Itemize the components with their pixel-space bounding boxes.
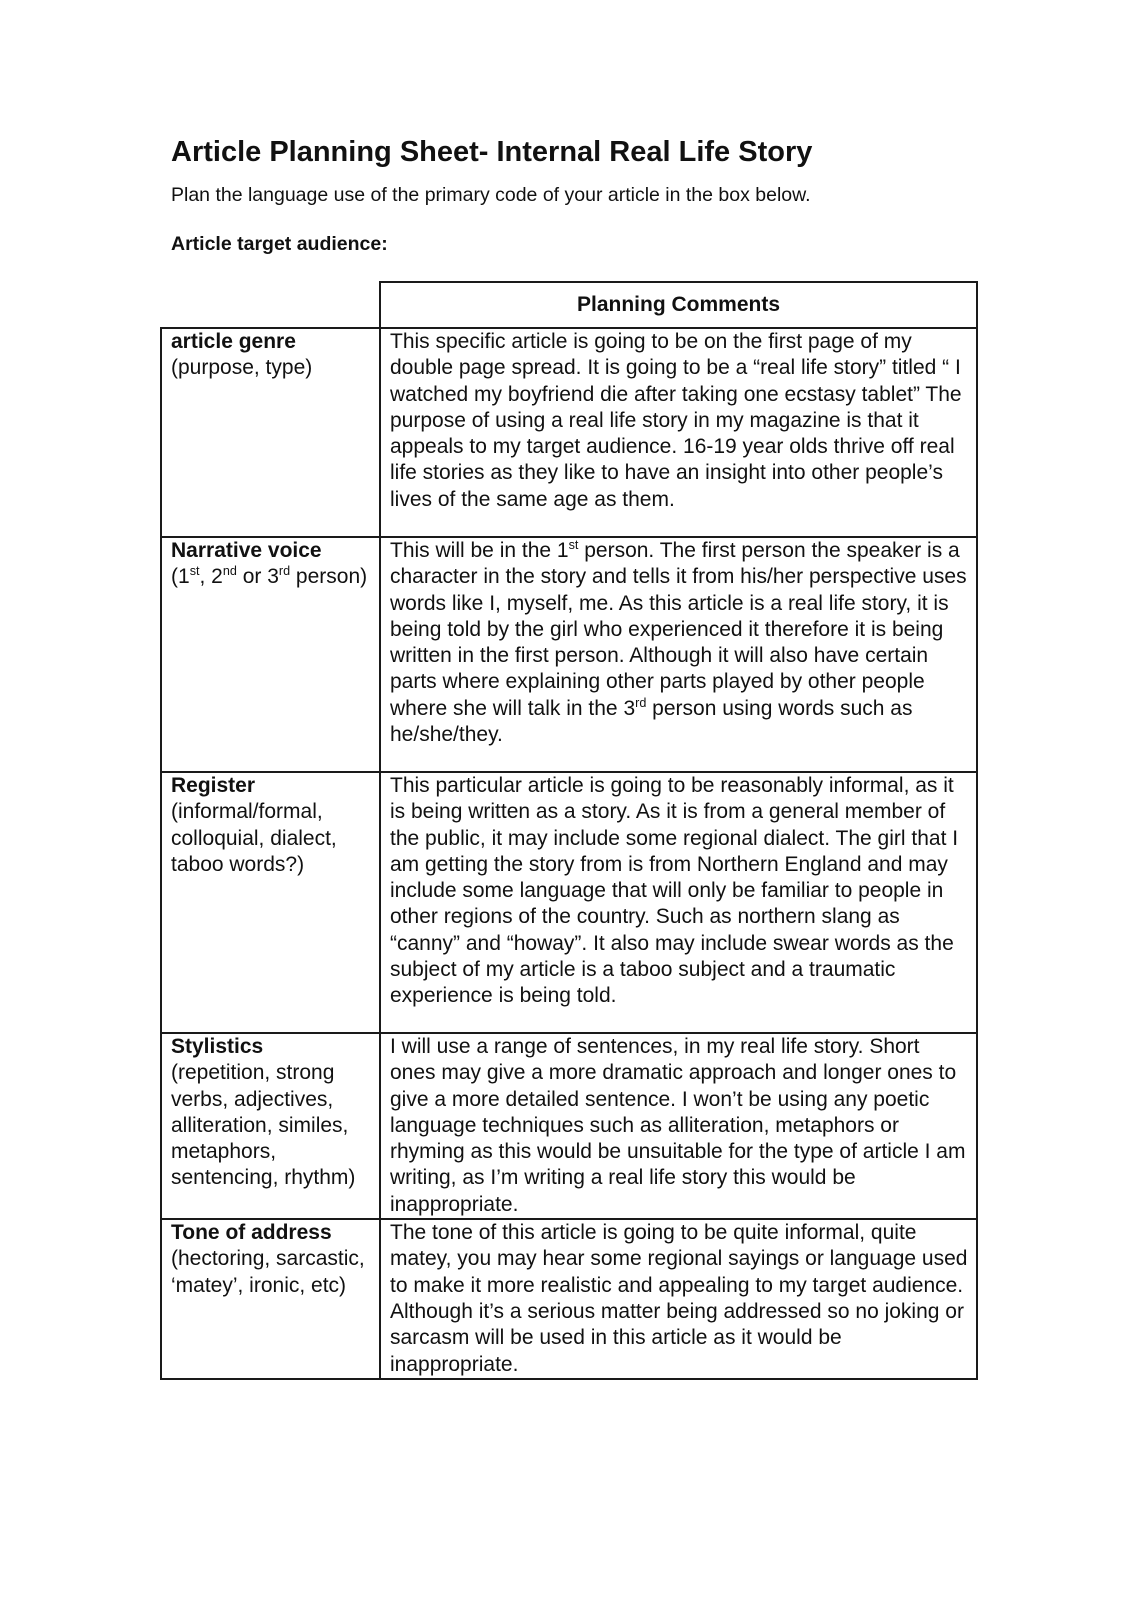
row-label: article genre (171, 330, 296, 353)
row-description: (purpose, type) (171, 356, 313, 380)
row-comment-cell (380, 1033, 977, 1219)
row-label: Tone of address (171, 1221, 332, 1245)
row-description: (1st, 2nd or 3rd person) (171, 564, 368, 589)
table-row (161, 328, 977, 537)
row-comment: This particular article is going to be reasonably informal, as it is being written as a story. As it is from a general member of the public, it may include some regional dialect. The girl that I am getting the story from is from Northern England and may include some language that will only be familiar to people in other regions of the country. Such as northern slang as “canny” and “howay”. It also may include swear words as the subject of my article is a taboo subject and a traumatic experience is being told. (390, 774, 959, 1008)
target-audience-label: Article target audience: (171, 233, 388, 255)
table-row (161, 537, 977, 772)
row-comment-cell (380, 772, 977, 1033)
row-comment: This specific article is going to be on the first page of my double page spread. It is going to be a “real life story” titled “ I watched my boyfriend die after taking one ecstasy tablet” The purpose of using a real life story in my magazine is that it appeals to my target audience. 16-19 year olds thrive off real life stories as they like to have an insight into other people’s lives of the same age as them. (390, 330, 962, 511)
table-row (161, 1219, 977, 1379)
row-comment-cell (380, 328, 977, 537)
page-title: Article Planning Sheet- Internal Real Life Story (171, 136, 813, 168)
row-comment-cell (380, 1219, 977, 1379)
table-row (161, 1033, 977, 1219)
row-comment-cell (380, 537, 977, 772)
blank-header-cell (161, 282, 380, 328)
table-row (161, 772, 977, 1033)
row-label: Stylistics (171, 1035, 264, 1058)
table-header-row (161, 282, 977, 328)
row-label: Register (171, 774, 256, 797)
row-comment: This will be in the 1st person. The first person the speaker is a character in the story and tells it from his/her perspective uses words like I, myself, me. As this article is a real life story, it is being told by the girl who experienced it therefore it is being written in the first person. Although it will also have certain parts where explaining other parts played by other people where she will talk in the 3rd person using words such as he/she/they. (390, 538, 967, 747)
row-description: (hectoring, sarcastic, ‘matey’, ironic, etc) (171, 1247, 365, 1297)
row-description: (repetition, strong verbs, adjectives, alliteration, similes, metaphors, sentencing, rhythm) (171, 1061, 356, 1190)
row-label-cell (161, 328, 380, 537)
instruction-text: Plan the language use of the primary code of your article in the box below. (171, 184, 811, 206)
row-label-cell (161, 1219, 380, 1379)
row-label: Narrative voice (171, 539, 322, 562)
row-label-cell (161, 537, 380, 772)
row-comment: The tone of this article is going to be quite informal, quite matey, you may hear some regional sayings or language used to make it more realistic and appealing to my target audience. Although it’s a serious matter being addressed so no joking or sarcasm will be used in this article as it would be inappropriate. (390, 1221, 968, 1376)
row-label-cell (161, 772, 380, 1033)
row-comment: I will use a range of sentences, in my real life story. Short ones may give a more dramatic approach and longer ones to give a more detailed sentence. I won’t be using any poetic language techniques such as alliteration, metaphors or rhyming as this would be unsuitable for the type of article I am writing, as I’m writing a real life story this would be inappropriate. (390, 1035, 966, 1216)
row-label-cell (161, 1033, 380, 1219)
row-description: (informal/formal, colloquial, dialect, taboo words?) (171, 800, 337, 876)
planning-comments-header: Planning Comments (380, 282, 977, 328)
planning-table (160, 281, 978, 1380)
